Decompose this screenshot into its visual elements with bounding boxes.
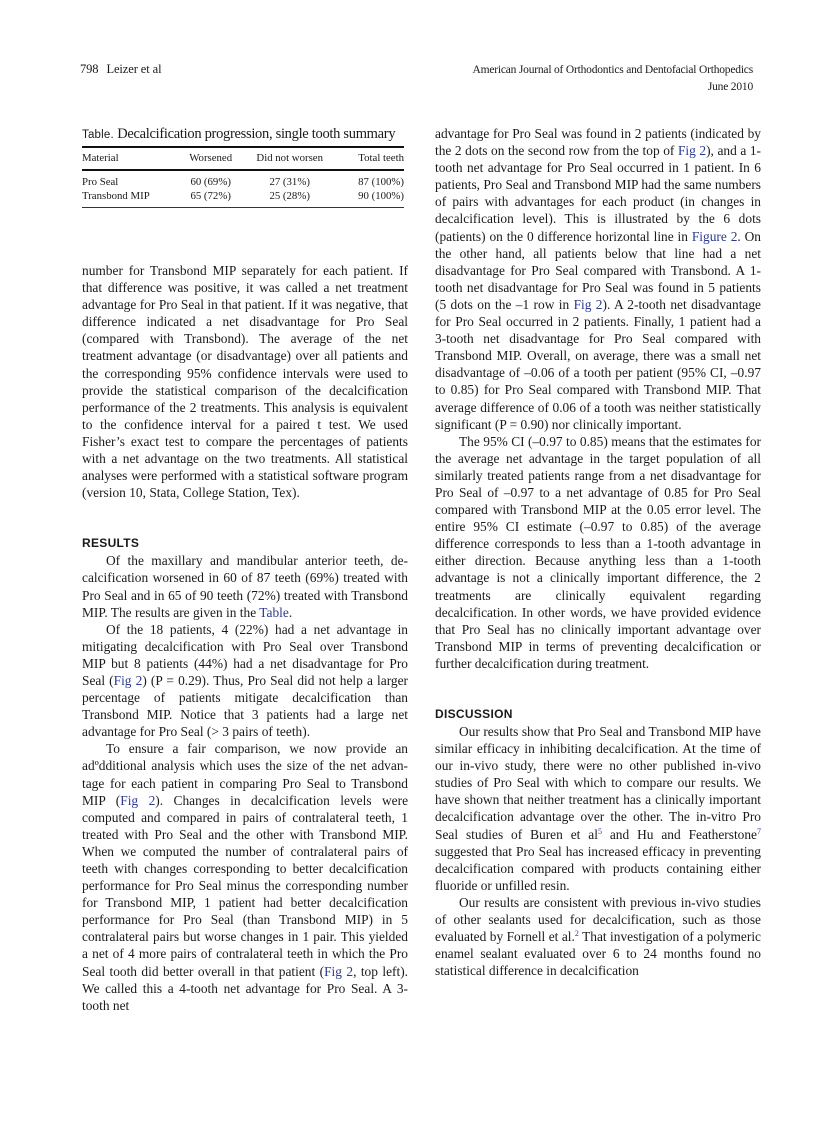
results-heading: RESULTS — [82, 536, 140, 551]
page-number: 798 — [80, 62, 99, 76]
text-run: , top left). We called this a 4-tooth net advantage for Pro Seal. A 3-tooth net — [82, 963, 409, 1013]
discussion-paragraph-2 — [435, 894, 761, 979]
running-head-authors: Leizer et al — [106, 62, 162, 76]
discussion-heading: DISCUSSION — [435, 707, 513, 721]
figure-2-link[interactable]: Fig 2 — [324, 963, 354, 979]
figure-2-link[interactable]: Figure 2 — [691, 228, 738, 244]
right-column — [435, 125, 761, 979]
table-caption — [82, 125, 404, 144]
text-run: . On the other hand, all patients below that line had a net disadvantage for Pro Seal compared with Transbond. A 1-tooth net disadvantage for Pro Seal was found in 5 patients (5 dots on the –1 row in — [435, 228, 761, 312]
text-run: Our results are consistent with previous in-vivo studies of other sealants used for decalcification, such as those evaluated by Fornell et al. — [435, 894, 761, 945]
table-header-row — [82, 147, 404, 170]
text-run: ), and a 1-tooth net advantage for Pro Seal occurred in 1 patient. In 6 patients, Pro Seal and Transbond MIP had the same numbers of pairs with advantages for each product (in changes in decalcification level). This is illustrated by the 6 dots (patients) on the 0 difference horizontal line in — [435, 143, 761, 244]
running-head-left — [80, 62, 161, 77]
text-run: and Hu and Featherstone — [601, 826, 757, 842]
table-row — [82, 170, 404, 190]
table-link[interactable]: Table — [259, 604, 289, 620]
column-header: Worsened — [189, 152, 233, 164]
text-run: ) (P = 0.29). Thus, Pro Seal did not help a larger percentage of patients mitigate decalcification than Transbond MIP. Notice that 3 patients had a large net advantage for Pro Seal (> 3 pairs of teeth). — [82, 672, 409, 740]
text-run: That investigation of a polymeric enamel sealant evaluated over 6 to 24 months found no statistical difference in decalcification — [435, 929, 761, 979]
reference-2-link[interactable]: 2 — [574, 929, 579, 939]
table-cell: 90 (100%) — [358, 189, 404, 202]
running-head-right — [472, 62, 753, 96]
results-continued-paragraph — [435, 125, 761, 433]
discussion-paragraph-1 — [435, 723, 761, 894]
column-header: Did not worsen — [256, 152, 323, 164]
text-run: Of the 18 patients, 4 (22%) had a net advantage in mitigating decalcification with Pro Seal over Transbond MIP but 8 patients (44%) had a net disadvantage for Pro Seal ( — [82, 621, 408, 688]
table-label: Table. — [82, 129, 114, 141]
text-run: suggested that Pro Seal has increased efficacy in preventing decalcification compared with products containing either fluoride or unfilled resin. — [435, 843, 761, 893]
reference-7-link[interactable]: 7 — [757, 826, 761, 836]
issue-date: June 2010 — [707, 81, 753, 93]
figure-2-link[interactable]: Fig 2 — [573, 296, 603, 312]
table-cell: 25 (28%) — [269, 189, 310, 202]
text-run: . — [288, 604, 293, 620]
methods-continued-paragraph: number for Transbond MIP separately for each patient. If that difference was positive, it was called a net treatment advantage for Pro Seal in that patient. If it was negative, that difference indicated a net disadvantage for Pro Seal (compared with Transbond). The average of the net treatment advantage (or disadvantage) over all patients and the corresponding 95% confidence intervals were used to provide the statistical comparison of the decalcification performance of the 2 treatments. This analysis is equivalent to the confidence interval for a paired t test. We used Fisher’s exact test to compare the percentages of patients with a net advantage on the two treatments. All statistical analyses were performed with a statistical software program (version 10, Stata, College Station, Tex). — [82, 263, 408, 501]
text-run: To ensure a fair comparison, we now provide an adºdditional analysis which uses the size of the net advantage for each patient in comparing Pro Seal to Transbond MIP ( — [82, 741, 408, 808]
figure-2-link[interactable]: Fig 2 — [120, 792, 156, 808]
table-row — [82, 190, 404, 208]
results-paragraph-3 — [82, 740, 408, 1014]
table-cell: 27 (31%) — [269, 176, 310, 188]
table-cell: 60 (69%) — [190, 176, 231, 188]
summary-table-block — [82, 125, 404, 208]
table-cell: 87 (100%) — [358, 176, 404, 188]
results-paragraph-2 — [82, 621, 408, 741]
text-run: ). Changes in decalcification levels were computed and compared in pairs of contralateral teeth, 1 treated with Pro Seal and the other with Transbond MIP. When we computed the number of contralateral pairs of teeth with changes corresponding to better decalcification performance for Pro Seal minus the corresponding number for Transbond MIP, 1 patient had better decalcification performance for Pro Seal (than Transbond MIP) in 5 contralateral pairs but worse changes in 1 pair. This yielded a net of 4 more pairs of contralateral teeth in which the Pro Seal tooth did better overall in that patient ( — [82, 792, 409, 979]
confidence-interval-paragraph: The 95% CI (–0.97 to 0.85) means that the estimates for the average net advantage in the target population of all similarly treated patients range from a net disadvantage for Pro Seal of –0.97 to a net advantage of 0.85 for Pro Seal compared with Transbond MIP at the 0.05 error level. The entire 95% CI estimate (–0.97 to 0.85) of the average difference corresponds to less than a 1-tooth advantage in either direction. Because anything less than a 1-tooth advantage is not a clinically important difference, the 2 treatments are clinically equivalent regarding decalcification. In other words, we have provided evidence that Pro Seal has no clinically important advantage over Transbond MIP in terms of preventing decalcification or further decalcification during treatment. — [435, 433, 761, 671]
decalcification-table — [82, 146, 404, 208]
journal-name: American Journal of Orthodontics and Dentofacial Orthopedics — [472, 64, 753, 76]
text-run: ). A 2-tooth net disadvantage for Pro Seal occurred in 2 patients. Finally, 1 patient had a 3-tooth net disadvantage for Pro Seal compared with Transbond MIP. Overall, on average, there was a small net disadvantage of –0.06 of a tooth per patient (95% CI, –0.97 to 0.85) for Pro Seal compared with Transbond MIP. That average difference of 0.06 of a tooth was neither statistically significant (P = 0.90) nor clinically important. — [435, 296, 761, 432]
column-header: Total teeth — [358, 152, 404, 164]
results-paragraph-1 — [82, 552, 408, 620]
table-title: Decalcification progression, single tooth summary — [117, 126, 396, 142]
text-run: Of the maxillary and mandibular anterior teeth, decalcification worsened in 60 of 87 teeth (69%) treated with Pro Seal and in 65 of 90 teeth (72%) treated with Transbond MIP. The results are given in the — [82, 553, 408, 620]
table-cell: Transbond MIP — [82, 189, 150, 202]
figure-2-link[interactable]: Fig 2 — [113, 672, 143, 688]
text-run: advantage for Pro Seal was found in 2 patients (indicated by the 2 dots on the second row from the top of — [435, 126, 761, 159]
table-cell: Pro Seal — [82, 176, 119, 188]
column-header: Material — [82, 152, 119, 164]
text-run: Our results show that Pro Seal and Transbond MIP have similar efficacy in inhibiting decalcification. At the time of our in-vivo study, there were no other published in-vivo studies of Pro Seal with which to compare our results. We have shown that neither treatment has a clinically important decalcification advantage over the other. The in-vitro Pro Seal studies of Buren et al — [435, 724, 761, 842]
table-cell: 65 (72%) — [190, 189, 231, 202]
reference-5-link[interactable]: 5 — [597, 826, 602, 836]
left-column — [82, 262, 408, 1014]
figure-2-link[interactable]: Fig 2 — [677, 143, 707, 159]
